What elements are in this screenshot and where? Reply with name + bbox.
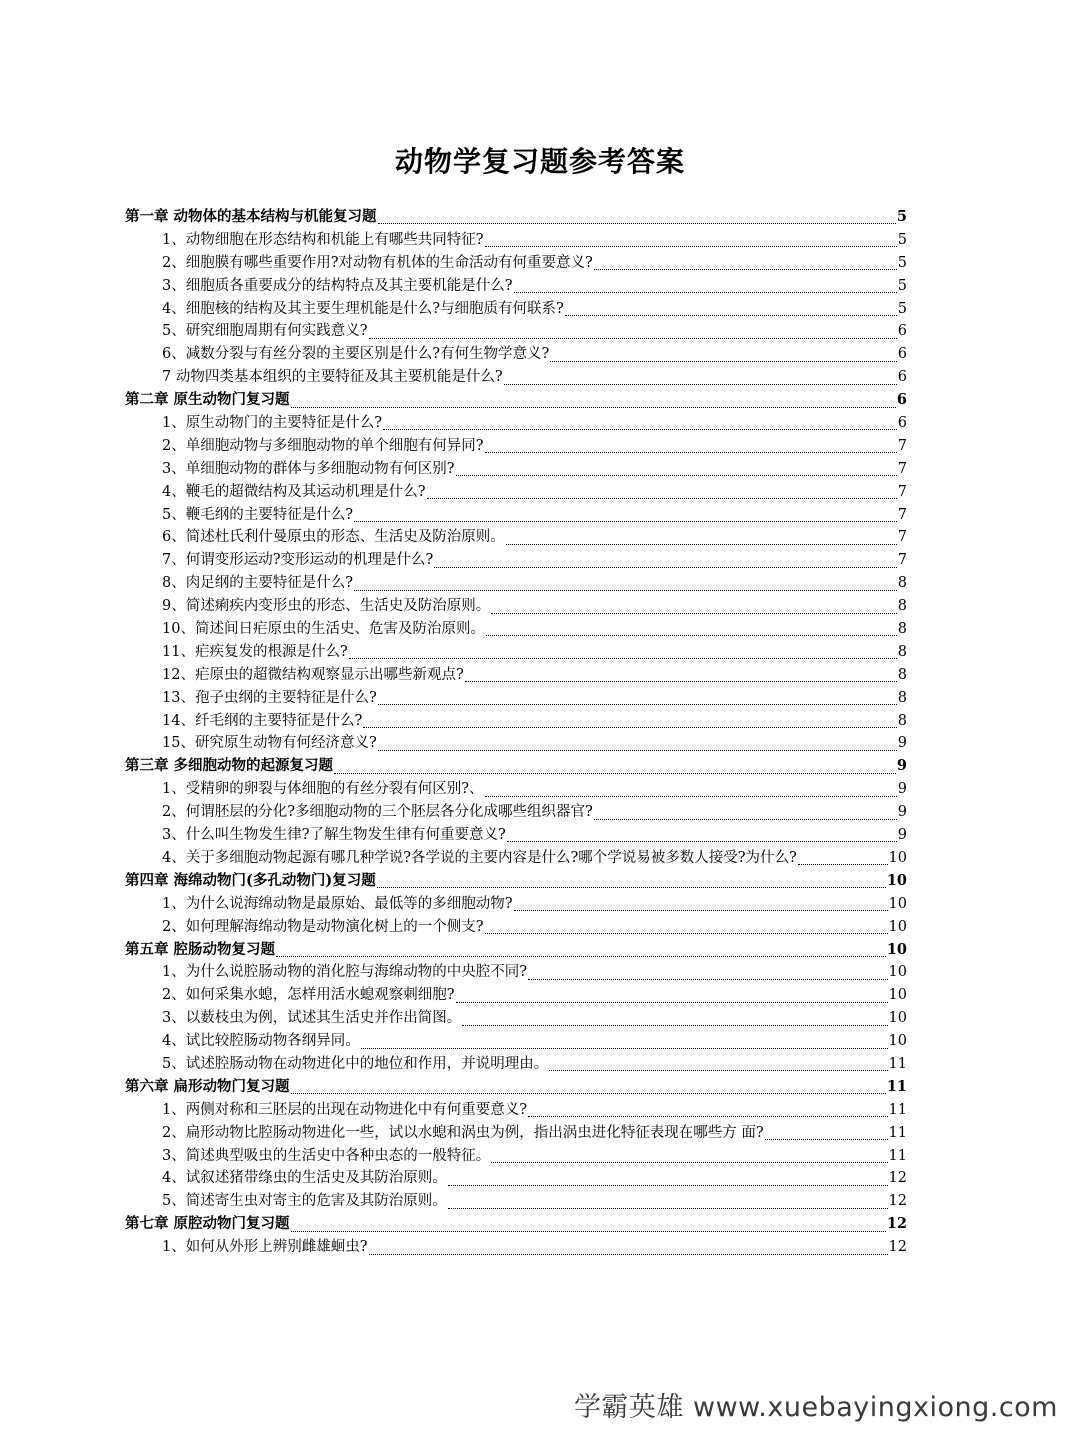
toc-entry-text: 5、简述寄生虫对寄主的危害及其防治原则。 bbox=[162, 1193, 447, 1210]
toc-item[interactable] bbox=[125, 618, 907, 641]
toc-item[interactable] bbox=[125, 504, 907, 527]
toc-item[interactable] bbox=[125, 1236, 907, 1259]
toc-item[interactable] bbox=[125, 1167, 907, 1190]
toc-item[interactable] bbox=[125, 1122, 907, 1145]
toc-entry-text: 第一章 动物体的基本结构与机能复习题 bbox=[125, 208, 377, 225]
toc-dot-leader bbox=[378, 741, 897, 751]
toc-page-number: 10 bbox=[888, 849, 907, 866]
toc-page-number: 10 bbox=[888, 1010, 907, 1027]
toc-entry-text: 7 动物四类基本组织的主要特征及其主要机能是什么? bbox=[162, 369, 503, 386]
toc-entry-text: 13、孢子虫纲的主要特征是什么? bbox=[162, 689, 377, 706]
toc-page-number: 12 bbox=[888, 1170, 907, 1187]
toc-entry-text: 1、原生动物门的主要特征是什么? bbox=[162, 415, 382, 432]
toc-page-number: 10 bbox=[888, 987, 907, 1004]
toc-page-number: 11 bbox=[888, 1124, 907, 1141]
toc-dot-leader bbox=[594, 260, 897, 270]
toc-page-number: 8 bbox=[897, 598, 907, 615]
toc-entry-text: 第二章 原生动物门复习题 bbox=[125, 391, 290, 409]
toc-dot-leader bbox=[506, 535, 897, 545]
toc-dot-leader bbox=[434, 558, 896, 568]
toc-page-number: 6 bbox=[897, 415, 907, 432]
toc-item[interactable] bbox=[125, 893, 907, 916]
toc-page-number: 12 bbox=[888, 1193, 907, 1210]
toc-entry-text: 5、试述腔肠动物在动物进化中的地位和作用，并说明理由。 bbox=[162, 1055, 549, 1072]
toc-dot-leader bbox=[565, 306, 897, 316]
toc-item[interactable] bbox=[125, 801, 907, 824]
toc-page-number: 6 bbox=[897, 323, 907, 340]
toc-entry-text: 3、简述典型吸虫的生活史中各种虫态的一般特征。 bbox=[162, 1147, 491, 1164]
toc-item[interactable] bbox=[125, 1030, 907, 1053]
toc-page-number: 8 bbox=[897, 643, 907, 660]
table-of-contents bbox=[125, 206, 907, 1259]
toc-page-number: 5 bbox=[897, 231, 907, 248]
toc-page-number: 10 bbox=[886, 940, 907, 958]
toc-page-number: 10 bbox=[886, 871, 907, 889]
toc-dot-leader bbox=[507, 832, 897, 842]
toc-dot-leader bbox=[504, 375, 897, 385]
toc-page-number: 9 bbox=[896, 757, 907, 775]
toc-dot-leader bbox=[465, 672, 897, 682]
toc-page-number: 8 bbox=[897, 575, 907, 592]
toc-dot-leader bbox=[291, 1084, 886, 1094]
toc-page-number: 10 bbox=[888, 918, 907, 935]
toc-entry-text: 1、两侧对称和三胚层的出现在动物进化中有何重要意义? bbox=[162, 1101, 527, 1118]
toc-dot-leader bbox=[377, 878, 886, 888]
toc-dot-leader bbox=[291, 398, 896, 408]
toc-page-number: 11 bbox=[886, 1077, 907, 1095]
toc-page-number: 6 bbox=[896, 391, 907, 409]
toc-page-number: 6 bbox=[897, 346, 907, 363]
toc-entry-text: 1、动物细胞在形态结构和机能上有哪些共同特征? bbox=[162, 231, 484, 248]
toc-page-number: 8 bbox=[897, 621, 907, 638]
toc-page-number: 12 bbox=[888, 1239, 907, 1256]
toc-chapter[interactable] bbox=[125, 870, 907, 893]
toc-page-number: 10 bbox=[888, 1033, 907, 1050]
toc-item[interactable] bbox=[125, 961, 907, 984]
toc-page-number: 5 bbox=[897, 277, 907, 294]
toc-page-number: 5 bbox=[897, 300, 907, 317]
toc-dot-leader bbox=[486, 626, 897, 636]
toc-dot-leader bbox=[528, 1107, 888, 1117]
toc-page-number: 11 bbox=[888, 1147, 907, 1164]
toc-chapter[interactable] bbox=[125, 389, 907, 412]
toc-dot-leader bbox=[462, 1016, 887, 1026]
toc-page-number: 5 bbox=[896, 208, 907, 225]
toc-item[interactable] bbox=[125, 732, 907, 755]
toc-page-number: 9 bbox=[897, 804, 907, 821]
toc-dot-leader bbox=[369, 1245, 888, 1255]
toc-entry-text: 12、疟原虫的超微结构观察显示出哪些新观点? bbox=[162, 666, 464, 683]
toc-entry-text: 10、简述间日疟原虫的生活史、危害及防治原则。 bbox=[162, 621, 485, 638]
toc-entry-text: 11、疟疾复发的根源是什么? bbox=[162, 643, 348, 660]
toc-dot-leader bbox=[485, 787, 897, 797]
toc-item[interactable] bbox=[125, 1053, 907, 1076]
toc-entry-text: 2、如何理解海绵动物是动物演化树上的一个侧支? bbox=[162, 918, 484, 935]
toc-entry-text: 5、研究细胞周期有何实践意义? bbox=[162, 323, 368, 340]
toc-page-number: 11 bbox=[888, 1101, 907, 1118]
toc-chapter[interactable] bbox=[125, 206, 907, 229]
toc-entry-text: 3、以薮枝虫为例，试述其生活史并作出简图。 bbox=[162, 1010, 462, 1027]
toc-entry-text: 4、关于多细胞动物起源有哪几种学说?各学说的主要内容是什么?哪个学说易被多数人接受?为什么? bbox=[162, 849, 797, 866]
toc-item[interactable] bbox=[125, 1007, 907, 1030]
toc-dot-leader bbox=[349, 649, 897, 659]
toc-entry-text: 5、鞭毛纲的主要特征是什么? bbox=[162, 506, 353, 523]
toc-page-number: 9 bbox=[897, 735, 907, 752]
toc-item[interactable] bbox=[125, 1099, 907, 1122]
toc-entry-text: 2、扁形动物比腔肠动物进化一些，试以水螅和涡虫为例，指出涡虫进化特征表现在哪些方 面? bbox=[162, 1124, 764, 1141]
toc-entry-text: 3、单细胞动物的群体与多细胞动物有何区别? bbox=[162, 460, 455, 477]
toc-dot-leader bbox=[491, 604, 897, 614]
toc-item[interactable] bbox=[125, 824, 907, 847]
toc-page-number: 8 bbox=[897, 712, 907, 729]
toc-item[interactable] bbox=[125, 847, 907, 870]
toc-page-number: 7 bbox=[897, 483, 907, 500]
toc-dot-leader bbox=[427, 489, 897, 499]
toc-dot-leader bbox=[334, 764, 896, 774]
toc-dot-leader bbox=[528, 970, 888, 980]
toc-item[interactable] bbox=[125, 458, 907, 481]
toc-chapter[interactable] bbox=[125, 1213, 907, 1236]
toc-item[interactable] bbox=[125, 916, 907, 939]
toc-item[interactable] bbox=[125, 641, 907, 664]
toc-dot-leader bbox=[765, 1130, 888, 1140]
toc-item[interactable] bbox=[125, 366, 907, 389]
toc-item[interactable] bbox=[125, 687, 907, 710]
toc-item[interactable] bbox=[125, 435, 907, 458]
toc-entry-text: 1、受精卵的卵裂与体细胞的有丝分裂有何区别?、 bbox=[162, 781, 484, 798]
toc-dot-leader bbox=[383, 420, 897, 430]
toc-dot-leader bbox=[485, 924, 888, 934]
toc-dot-leader bbox=[594, 810, 897, 820]
toc-entry-text: 6、减数分裂与有丝分裂的主要区别是什么?有何生物学意义? bbox=[162, 346, 550, 363]
toc-page-number: 7 bbox=[897, 529, 907, 546]
page-title: 动物学复习题参考答案 bbox=[394, 145, 685, 178]
toc-entry-text: 4、鞭毛的超微结构及其运动机理是什么? bbox=[162, 483, 426, 500]
toc-dot-leader bbox=[363, 718, 897, 728]
toc-page-number: 7 bbox=[897, 506, 907, 523]
toc-entry-text: 1、为什么说海绵动物是最原始、最低等的多细胞动物? bbox=[162, 895, 513, 912]
toc-item[interactable] bbox=[125, 412, 907, 435]
toc-entry-text: 第六章 扁形动物门复习题 bbox=[125, 1077, 290, 1095]
toc-dot-leader bbox=[448, 1176, 888, 1186]
toc-page-number: 9 bbox=[897, 827, 907, 844]
toc-entry-text: 4、试叙述猪带绦虫的生活史及其防治原则。 bbox=[162, 1170, 447, 1187]
toc-entry-text: 3、什么叫生物发生律?了解生物发生律有何重要意义? bbox=[162, 827, 506, 844]
toc-entry-text: 15、研究原生动物有何经济意义? bbox=[162, 735, 377, 752]
toc-entry-text: 9、简述痢疾内变形虫的形态、生活史及防治原则。 bbox=[162, 598, 491, 615]
toc-entry-text: 3、细胞质各重要成分的结构特点及其主要机能是什么? bbox=[162, 277, 513, 294]
toc-page-number: 11 bbox=[888, 1055, 907, 1072]
toc-item[interactable] bbox=[125, 481, 907, 504]
toc-dot-leader bbox=[549, 1061, 887, 1071]
toc-item[interactable] bbox=[125, 252, 907, 275]
toc-dot-leader bbox=[378, 214, 896, 224]
toc-page-number: 7 bbox=[897, 552, 907, 569]
toc-dot-leader bbox=[485, 443, 897, 453]
toc-chapter[interactable] bbox=[125, 755, 907, 778]
toc-dot-leader bbox=[361, 1039, 888, 1049]
toc-page-number: 12 bbox=[886, 1215, 907, 1233]
toc-entry-text: 第四章 海绵动物门(多孔动物门)复习题 bbox=[125, 871, 376, 889]
toc-item[interactable] bbox=[125, 778, 907, 801]
toc-entry-text: 4、细胞核的结构及其主要生理机能是什么?与细胞质有何联系? bbox=[162, 300, 564, 317]
toc-item[interactable] bbox=[125, 572, 907, 595]
toc-page-number: 8 bbox=[897, 689, 907, 706]
toc-page-number: 10 bbox=[888, 895, 907, 912]
toc-item[interactable] bbox=[125, 343, 907, 366]
toc-item[interactable] bbox=[125, 298, 907, 321]
toc-entry-text: 2、如何采集水螅，怎样用活水螅观察刺细胞? bbox=[162, 987, 455, 1004]
toc-dot-leader bbox=[514, 901, 888, 911]
toc-entry-text: 第三章 多细胞动物的起源复习题 bbox=[125, 757, 334, 775]
toc-dot-leader bbox=[291, 1222, 886, 1232]
toc-item[interactable] bbox=[125, 1190, 907, 1213]
toc-entry-text: 2、单细胞动物与多细胞动物的单个细胞有何异同? bbox=[162, 437, 484, 454]
toc-item[interactable] bbox=[125, 275, 907, 298]
toc-page-number: 7 bbox=[897, 437, 907, 454]
toc-item[interactable] bbox=[125, 526, 907, 549]
toc-dot-leader bbox=[276, 947, 886, 957]
toc-entry-text: 1、如何从外形上辨别雌雄蛔虫? bbox=[162, 1239, 368, 1256]
toc-page-number: 7 bbox=[897, 460, 907, 477]
toc-item[interactable] bbox=[125, 984, 907, 1007]
toc-item[interactable] bbox=[125, 664, 907, 687]
toc-dot-leader bbox=[456, 466, 897, 476]
toc-dot-leader bbox=[369, 329, 897, 339]
toc-entry-text: 2、何谓胚层的分化?多细胞动物的三个胚层各分化成哪些组织器官? bbox=[162, 804, 593, 821]
toc-dot-leader bbox=[485, 237, 897, 247]
toc-entry-text: 8、肉足纲的主要特征是什么? bbox=[162, 575, 353, 592]
toc-item[interactable] bbox=[125, 549, 907, 572]
toc-entry-text: 第五章 腔肠动物复习题 bbox=[125, 940, 276, 958]
toc-item[interactable] bbox=[125, 1145, 907, 1168]
toc-dot-leader bbox=[798, 855, 888, 865]
toc-dot-leader bbox=[550, 352, 896, 362]
toc-page-number: 9 bbox=[897, 781, 907, 798]
toc-entry-text: 2、细胞膜有哪些重要作用?对动物有机体的生命活动有何重要意义? bbox=[162, 254, 593, 271]
toc-page-number: 8 bbox=[897, 666, 907, 683]
watermark: 学霸英雄 www.xuebayingxiong.com bbox=[573, 1392, 1058, 1423]
toc-entry-text: 第七章 原腔动物门复习题 bbox=[125, 1215, 290, 1233]
toc-dot-leader bbox=[378, 695, 897, 705]
toc-dot-leader bbox=[514, 283, 897, 293]
toc-dot-leader bbox=[448, 1199, 888, 1209]
toc-entry-text: 7、何谓变形运动?变形运动的机理是什么? bbox=[162, 552, 434, 569]
toc-page-number: 10 bbox=[888, 964, 907, 981]
toc-page-number: 6 bbox=[897, 369, 907, 386]
toc-entry-text: 6、简述杜氏利什曼原虫的形态、生活史及防治原则。 bbox=[162, 529, 505, 546]
toc-item[interactable] bbox=[125, 710, 907, 733]
toc-chapter[interactable] bbox=[125, 939, 907, 962]
toc-dot-leader bbox=[491, 1153, 887, 1163]
toc-dot-leader bbox=[354, 512, 897, 522]
toc-dot-leader bbox=[456, 993, 888, 1003]
toc-page-number: 5 bbox=[897, 254, 907, 271]
toc-entry-text: 1、为什么说腔肠动物的消化腔与海绵动物的中央腔不同? bbox=[162, 964, 527, 981]
toc-item[interactable] bbox=[125, 595, 907, 618]
toc-entry-text: 14、纤毛纲的主要特征是什么? bbox=[162, 712, 363, 729]
toc-item[interactable] bbox=[125, 320, 907, 343]
toc-entry-text: 4、试比较腔肠动物各纲异同。 bbox=[162, 1033, 360, 1050]
toc-dot-leader bbox=[354, 581, 897, 591]
toc-item[interactable] bbox=[125, 229, 907, 252]
toc-chapter[interactable] bbox=[125, 1076, 907, 1099]
